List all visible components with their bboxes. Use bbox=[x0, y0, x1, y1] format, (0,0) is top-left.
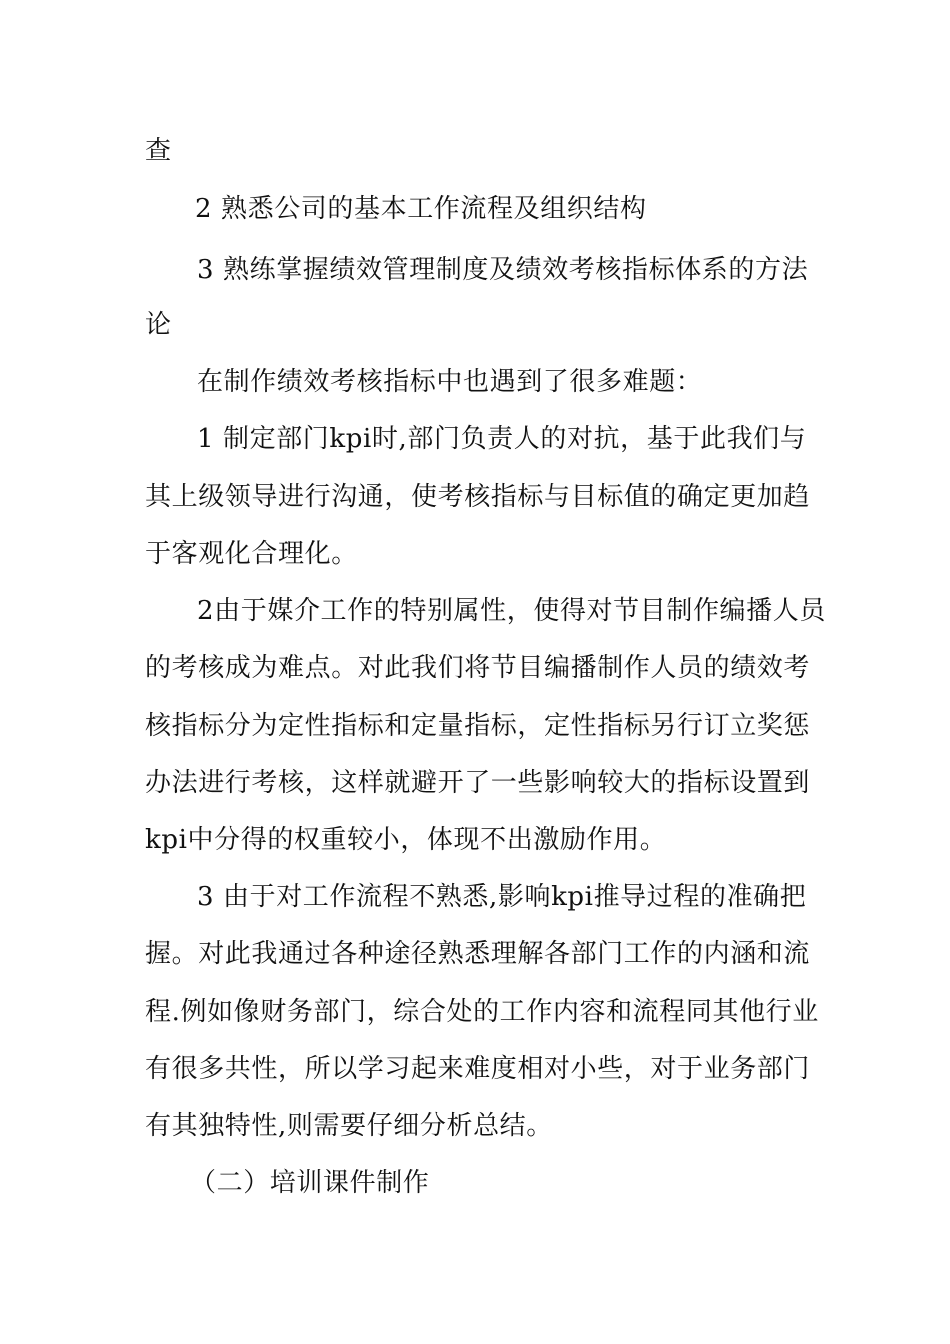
line-text: 论 bbox=[145, 310, 172, 340]
text-line bbox=[0, 648, 950, 688]
text-line bbox=[0, 877, 950, 917]
text-line bbox=[0, 1106, 950, 1146]
text-line bbox=[0, 250, 950, 290]
line-text: 1 制定部门kpi时,部门负责人的对抗，基于此我们与 bbox=[197, 424, 807, 454]
text-line bbox=[0, 591, 950, 631]
line-text: 有很多共性，所以学习起来难度相对小些，对于业务部门 bbox=[145, 1054, 811, 1084]
text-line bbox=[0, 934, 950, 974]
section-heading bbox=[0, 1163, 950, 1203]
line-text: 于客观化合理化。 bbox=[145, 539, 358, 569]
text-line bbox=[0, 189, 950, 229]
text-line bbox=[0, 419, 950, 459]
text-line bbox=[0, 1049, 950, 1089]
line-text: 有其独特性,则需要仔细分析总结。 bbox=[145, 1111, 553, 1141]
line-text: 其上级领导进行沟通，使考核指标与目标值的确定更加趋 bbox=[145, 482, 811, 512]
text-line bbox=[0, 362, 950, 402]
line-text: 查 bbox=[145, 136, 172, 166]
line-text: 在制作绩效考核指标中也遇到了很多难题： bbox=[197, 367, 703, 397]
text-line bbox=[0, 992, 950, 1032]
line-text: 3 由于对工作流程不熟悉,影响kpi推导过程的准确把 bbox=[197, 882, 807, 912]
line-text: 3 熟练掌握绩效管理制度及绩效考核指标体系的方法 bbox=[197, 255, 809, 285]
line-text: 办法进行考核，这样就避开了一些影响较大的指标设置到 bbox=[145, 768, 811, 798]
text-line bbox=[0, 534, 950, 574]
text-line bbox=[0, 131, 950, 171]
line-text: 握。对此我通过各种途径熟悉理解各部门工作的内涵和流 bbox=[145, 939, 811, 969]
text-line bbox=[0, 763, 950, 803]
text-line bbox=[0, 477, 950, 517]
line-text: kpi中分得的权重较小，体现不出激励作用。 bbox=[145, 825, 667, 855]
line-text: 的考核成为难点。对此我们将节目编播制作人员的绩效考 bbox=[145, 653, 811, 683]
text-line bbox=[0, 820, 950, 860]
text-line bbox=[0, 305, 950, 345]
line-text: （二）培训课件制作 bbox=[190, 1168, 430, 1198]
text-line bbox=[0, 706, 950, 746]
line-text: 2由于媒介工作的特别属性，使得对节目制作编播人员 bbox=[197, 596, 826, 626]
line-text: 2 熟悉公司的基本工作流程及组织结构 bbox=[195, 194, 647, 224]
line-text: 程.例如像财务部门，综合处的工作内容和流程同其他行业 bbox=[145, 997, 819, 1027]
line-text: 核指标分为定性指标和定量指标，定性指标另行订立奖惩 bbox=[145, 711, 811, 741]
